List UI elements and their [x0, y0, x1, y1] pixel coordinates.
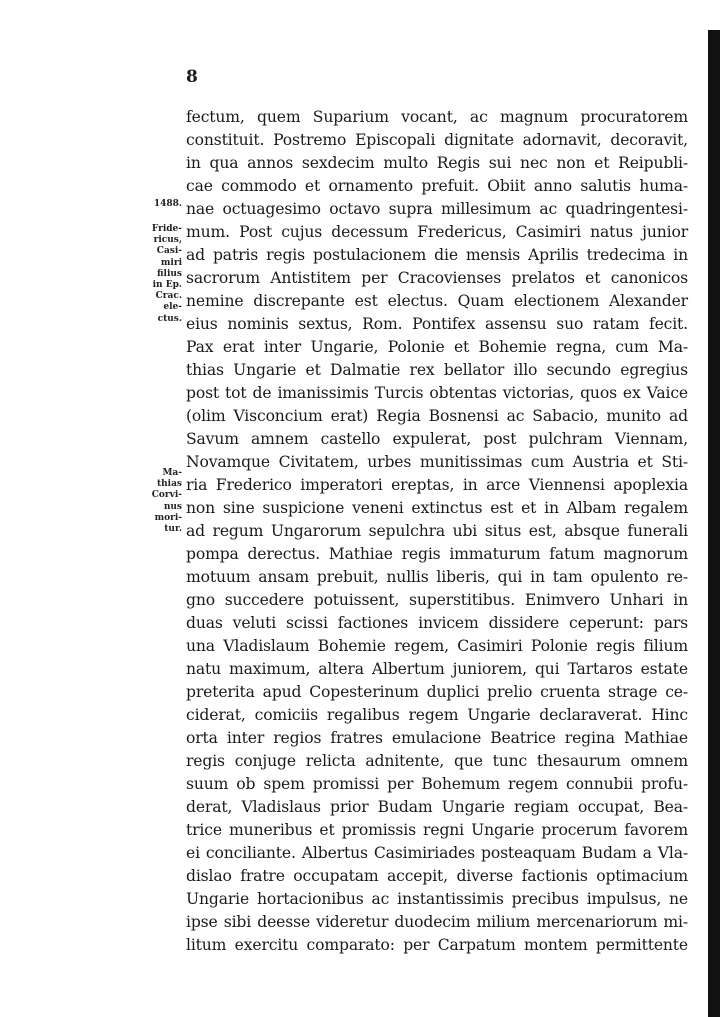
text-line: derat, Vladislaus prior Budam Ungarie regiam occupat, Bea- — [186, 798, 688, 816]
text-line: ria Frederico imperatori ereptas, in arce Viennensi apoplexia — [186, 476, 688, 494]
text-line: Novamque Civitatem, urbes munitissimas cum Austria et Sti- — [186, 453, 688, 471]
page-number: 8 — [186, 67, 198, 87]
margin-note-line: mori- — [154, 512, 182, 523]
text-line: orta inter regios fratres emulacione Beatrice regina Mathiae — [186, 729, 688, 747]
text-line: nemine discrepante est electus. Quam electionem Alexander — [186, 292, 688, 310]
text-line: eius nominis sextus, Rom. Pontifex assensu suo ratam fecit. — [186, 315, 688, 333]
text-line: Pax erat inter Ungarie, Polonie et Bohemie regna, cum Ma- — [186, 338, 688, 356]
text-line: ipse sibi deesse videretur duodecim milium mercenariorum mi- — [186, 913, 688, 931]
text-line: (olim Visconcium erat) Regia Bosnensi ac Sabacio, munito ad — [186, 407, 688, 425]
margin-note-line: ricus, — [153, 235, 182, 246]
margin-note-line: Crac. — [155, 291, 182, 302]
text-line: Savum amnem castello expulerat, post pulchram Viennam, — [186, 430, 688, 448]
margin-note-year — [138, 199, 182, 210]
text-line: mum. Post cujus decessum Fredericus, Casimiri natus junior — [186, 223, 688, 241]
margin-note-fredericus — [138, 224, 182, 325]
margin-note-mathias — [138, 468, 182, 535]
margin-note-line: Ma- — [162, 468, 182, 478]
text-line: suum ob spem promissi per Bohemum regem connubii profu- — [186, 775, 688, 793]
margin-note-line: Fride- — [151, 224, 182, 234]
text-line: pompa derectus. Mathiae regis immaturum fatum magnorum — [186, 545, 688, 563]
text-line: dislao fratre occupatam accepit, diverse factionis optimacium — [186, 867, 688, 885]
body-text — [186, 106, 688, 957]
margin-note-line: 1488. — [153, 199, 182, 209]
margin-note-line: tur. — [164, 524, 182, 535]
text-line: constituit. Postremo Episcopali dignitate adornavit, decoravit, — [186, 131, 688, 149]
text-line: preterita apud Copesterinum duplici prelio cruenta strage ce- — [186, 683, 688, 701]
text-line: motuum ansam prebuit, nullis liberis, qui in tam opulento re- — [186, 568, 688, 586]
text-line: nae octuagesimo octavo supra millesimum ac quadringentesi- — [186, 200, 688, 218]
margin-note-line: ele- — [163, 302, 182, 313]
text-line: Ungarie hortacionibus ac instantissimis precibus impulsus, ne — [186, 890, 688, 908]
text-line: trice muneribus et promissis regni Ungarie procerum favorem — [186, 821, 688, 839]
text-line: fectum, quem Suparium vocant, ac magnum procuratorem — [186, 108, 688, 126]
text-line: non sine suspicione veneni extinctus est et in Albam regalem — [186, 499, 688, 517]
margin-note-line: nus — [163, 501, 182, 512]
text-line: sacrorum Antistitem per Cracovienses prelatos et canonicos — [186, 269, 688, 287]
margin-note-line: Corvi- — [151, 490, 182, 501]
text-line: ad regum Ungarorum sepulchra ubi situs est, absque funerali — [186, 522, 688, 540]
margin-note-line: miri — [160, 257, 182, 268]
text-line: una Vladislaum Bohemie regem, Casimiri Polonie regis filium — [186, 637, 688, 655]
margin-note-line: thias — [156, 479, 182, 490]
scan-edge-bar — [708, 30, 720, 1017]
text-line: gno succedere potuissent, superstitibus. Enimvero Unhari in — [186, 591, 688, 609]
margin-note-line: filius — [157, 268, 182, 279]
text-line: ei conciliante. Albertus Casimiriades posteaquam Budam a Vla- — [186, 844, 688, 862]
text-line: cae commodo et ornamento prefuit. Obiit anno salutis huma- — [186, 177, 688, 195]
text-line: ciderat, comiciis regalibus regem Ungarie declaraverat. Hinc — [186, 706, 688, 724]
text-line: ad patris regis postulacionem die mensis Aprilis tredecima in — [186, 246, 688, 264]
margin-note-line: ctus. — [157, 313, 182, 324]
text-line: regis conjuge relicta adnitente, que tunc thesaurum omnem — [186, 752, 688, 770]
text-line: litum exercitu comparato: per Carpatum montem permittente — [186, 936, 688, 954]
text-line: in qua annos sexdecim multo Regis sui nec non et Reipubli- — [186, 154, 688, 172]
text-line: natu maximum, altera Albertum juniorem, qui Tartaros estate — [186, 660, 688, 678]
margin-note-line: Casi- — [156, 246, 182, 257]
text-line: thias Ungarie et Dalmatie rex bellator illo secundo egregius — [186, 361, 688, 379]
text-line: duas veluti scissi factiones invicem dissidere ceperunt: pars — [186, 614, 688, 632]
margin-note-line: in Ep. — [152, 280, 182, 291]
text-line: post tot de imanissimis Turcis obtentas victorias, quos ex Vaice — [186, 384, 688, 402]
